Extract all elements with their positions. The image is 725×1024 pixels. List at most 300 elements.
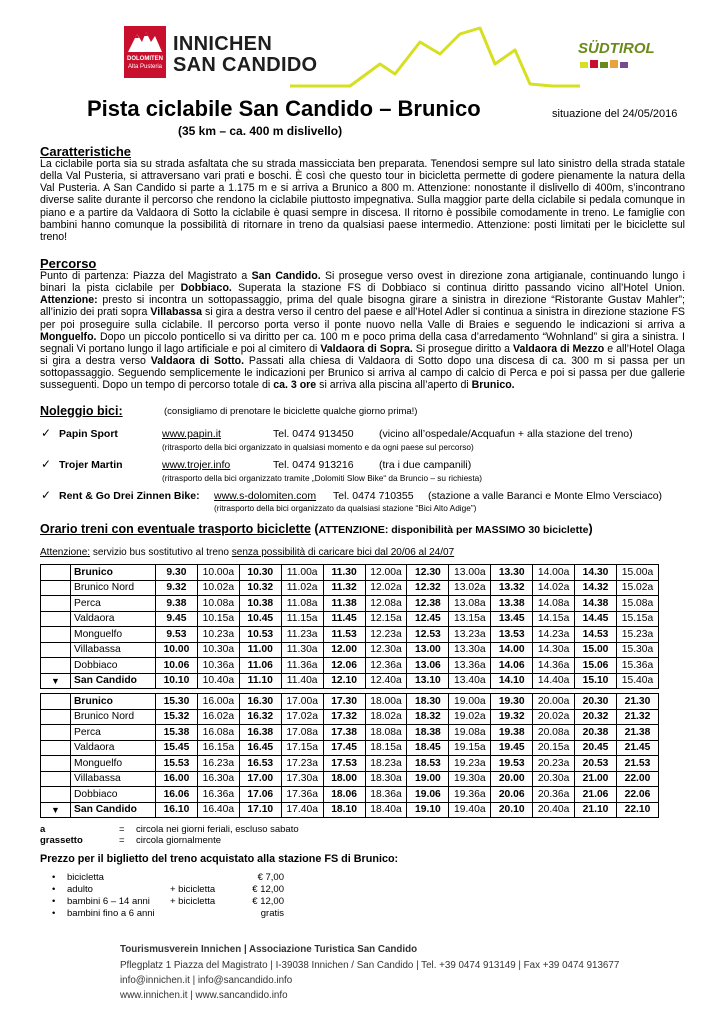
departure-time: 16.36a: [197, 787, 239, 803]
departure-time: 19.02a: [449, 709, 491, 725]
price-value: € 7,00: [257, 872, 284, 883]
departure-time: 16.38: [239, 725, 281, 741]
timetable-row: [41, 740, 659, 756]
departure-time: 20.00a: [533, 694, 575, 710]
departure-time: 20.53: [575, 756, 617, 772]
timetable-row: [41, 658, 659, 674]
departure-time: 13.15a: [449, 611, 491, 627]
document-title: Pista ciclabile San Candido – Brunico: [87, 96, 481, 121]
departure-time: 11.53: [323, 627, 365, 643]
departure-time: 16.40a: [197, 802, 239, 818]
departure-time: 19.36a: [449, 787, 491, 803]
station-name: Villabassa: [71, 642, 156, 658]
departure-time: 21.06: [575, 787, 617, 803]
departure-time: 17.30a: [281, 771, 323, 787]
shop-info-papin: (vicino all’ospedale/Acquafun + alla stazione del treno): [379, 428, 633, 440]
checkmark-icon: ✓: [41, 426, 52, 440]
departure-time: 18.23a: [365, 756, 407, 772]
departure-time: 20.06: [491, 787, 533, 803]
departure-time: 20.02a: [533, 709, 575, 725]
departure-time: 16.53: [239, 756, 281, 772]
timetable-row: [41, 673, 659, 689]
departure-time: 21.00: [575, 771, 617, 787]
departure-time: 18.32: [407, 709, 449, 725]
station-name: Brunico Nord: [71, 709, 156, 725]
shop-link-papin[interactable]: www.papin.it: [162, 428, 221, 440]
legend-bold-text: circola giornalmente: [136, 835, 222, 846]
orario-heading: Orario treni con eventuale trasporto biciclette (ATTENZIONE: disponibilità per MASSIMO 30 biciclette): [40, 522, 593, 536]
timetable-row: [41, 642, 659, 658]
departure-time: 12.08a: [365, 596, 407, 612]
departure-time: 22.10: [616, 802, 658, 818]
departure-time: 17.40a: [281, 802, 323, 818]
departure-time: 21.53: [616, 756, 658, 772]
timetable-row: [41, 580, 659, 596]
shop-note-rentgo: (ritrasporto della bici organizzato da qualsiasi stazione “Bici Alto Adige”): [214, 503, 477, 513]
departure-time: 19.40a: [449, 802, 491, 818]
departure-time: 20.36a: [533, 787, 575, 803]
direction-arrow-cell: ▼: [41, 802, 71, 818]
departure-time: 12.23a: [365, 627, 407, 643]
departure-time: 10.23a: [197, 627, 239, 643]
dolomiten-logo: [124, 26, 166, 78]
departure-time: 21.32: [616, 709, 658, 725]
departure-time: 17.32: [323, 709, 365, 725]
departure-time: 14.00a: [533, 565, 575, 581]
departure-time: 10.02a: [197, 580, 239, 596]
price-row: [52, 884, 292, 896]
legend-a-key: a: [40, 824, 46, 835]
departure-time: 18.06: [323, 787, 365, 803]
brand-line2: SAN CANDIDO: [173, 54, 318, 76]
departure-time: 10.53: [239, 627, 281, 643]
departure-time: 13.02a: [449, 580, 491, 596]
footer-org: Tourismusverein Innichen | Associazione Turistica San Candido: [120, 944, 418, 955]
departure-time: 15.06: [575, 658, 617, 674]
timetable-row: [41, 627, 659, 643]
price-row: [52, 896, 292, 908]
direction-arrow-cell: ▼: [41, 673, 71, 689]
departure-time: 14.02a: [533, 580, 575, 596]
station-name: San Candido: [71, 673, 156, 689]
departure-time: 20.15a: [533, 740, 575, 756]
departure-time: 15.00a: [616, 565, 658, 581]
departure-time: 21.38: [616, 725, 658, 741]
departure-time: 14.23a: [533, 627, 575, 643]
departure-time: 11.02a: [281, 580, 323, 596]
departure-time: 14.30: [575, 565, 617, 581]
mountain-logo-icon: [128, 30, 162, 52]
departure-time: 14.00: [491, 642, 533, 658]
departure-time: 20.10: [491, 802, 533, 818]
departure-time: 18.40a: [365, 802, 407, 818]
departure-time: 11.23a: [281, 627, 323, 643]
departure-time: 11.45: [323, 611, 365, 627]
departure-time: 12.53: [407, 627, 449, 643]
mountain-outline-icon: [290, 24, 580, 94]
departure-time: 11.30a: [281, 642, 323, 658]
departure-time: 14.53: [575, 627, 617, 643]
departure-time: 22.06: [616, 787, 658, 803]
departure-time: 19.32: [491, 709, 533, 725]
departure-time: 11.00a: [281, 565, 323, 581]
departure-time: 10.10: [156, 673, 198, 689]
departure-time: 20.32: [575, 709, 617, 725]
departure-time: 21.45: [616, 740, 658, 756]
departure-time: 15.45: [156, 740, 198, 756]
departure-time: 15.00: [575, 642, 617, 658]
price-extra: + bicicletta: [170, 896, 216, 907]
departure-time: 17.30: [323, 694, 365, 710]
departure-time: 13.23a: [449, 627, 491, 643]
timetable-row: [41, 771, 659, 787]
direction-arrow-cell: [41, 565, 71, 581]
timetable-row: [41, 694, 659, 710]
departure-time: 13.32: [491, 580, 533, 596]
timetable-morning: [40, 564, 659, 689]
station-name: Dobbiaco: [71, 658, 156, 674]
departure-time: 18.30: [407, 694, 449, 710]
price-value: gratis: [260, 908, 284, 919]
departure-time: 14.06: [491, 658, 533, 674]
direction-arrow-cell: [41, 642, 71, 658]
departure-time: 19.23a: [449, 756, 491, 772]
bullet-icon: •: [52, 884, 56, 895]
departure-time: 18.53: [407, 756, 449, 772]
departure-time: 19.38: [491, 725, 533, 741]
price-label: bicicletta: [67, 872, 104, 883]
departure-time: 19.30a: [449, 771, 491, 787]
departure-time: 17.08a: [281, 725, 323, 741]
direction-arrow-cell: [41, 787, 71, 803]
departure-time: 18.02a: [365, 709, 407, 725]
price-label: bambini 6 – 14 anni: [67, 896, 150, 907]
document-subtitle: (35 km – ca. 400 m dislivello): [178, 124, 343, 138]
departure-time: 14.40a: [533, 673, 575, 689]
direction-arrow-cell: [41, 580, 71, 596]
departure-time: 17.06: [239, 787, 281, 803]
departure-time: 10.00: [156, 642, 198, 658]
suedtirol-colors-icon: [580, 60, 634, 70]
departure-time: 21.10: [575, 802, 617, 818]
departure-time: 12.15a: [365, 611, 407, 627]
departure-time: 16.08a: [197, 725, 239, 741]
station-name: Brunico: [71, 565, 156, 581]
shop-link-rentgo[interactable]: www.s-dolomiten.com: [214, 490, 317, 502]
departure-time: 10.32: [239, 580, 281, 596]
departure-time: 15.32: [156, 709, 198, 725]
shop-name-trojer: Trojer Martin: [59, 459, 123, 471]
departure-time: 20.08a: [533, 725, 575, 741]
departure-time: 10.08a: [197, 596, 239, 612]
departure-time: 16.30a: [197, 771, 239, 787]
departure-time: 16.45: [239, 740, 281, 756]
timetable-row: [41, 802, 659, 818]
departure-time: 11.30: [323, 565, 365, 581]
brand-line1: INNICHEN: [173, 33, 273, 55]
station-name: Brunico Nord: [71, 580, 156, 596]
departure-time: 14.45: [575, 611, 617, 627]
footer-email[interactable]: info@innichen.it | info@sancandido.info: [120, 975, 293, 986]
prezzi-heading: Prezzo per il biglietto del treno acquistato alla stazione FS di Brunico:: [40, 853, 399, 865]
departure-time: 16.00: [156, 771, 198, 787]
departure-time: 11.36a: [281, 658, 323, 674]
departure-time: 14.36a: [533, 658, 575, 674]
departure-time: 20.45: [575, 740, 617, 756]
timetable-row: [41, 756, 659, 772]
departure-time: 19.15a: [449, 740, 491, 756]
shop-tel-rentgo: Tel. 0474 710355: [333, 490, 414, 502]
timetable-afternoon: [40, 693, 659, 818]
departure-time: 11.08a: [281, 596, 323, 612]
departure-time: 13.08a: [449, 596, 491, 612]
departure-time: 19.00a: [449, 694, 491, 710]
departure-time: 18.36a: [365, 787, 407, 803]
departure-time: 10.06: [156, 658, 198, 674]
departure-time: 15.10: [575, 673, 617, 689]
departure-time: 10.15a: [197, 611, 239, 627]
departure-time: 17.23a: [281, 756, 323, 772]
departure-time: 21.30: [616, 694, 658, 710]
departure-time: 13.06: [407, 658, 449, 674]
station-name: Monguelfo: [71, 756, 156, 772]
bus-notice: Attenzione: servizio bus sostitutivo al treno senza possibilità di caricare bici dal 20/06 al 24/07: [40, 547, 455, 558]
price-label: adulto: [67, 884, 93, 895]
timetable-row: [41, 596, 659, 612]
shop-name-rentgo: Rent & Go Drei Zinnen Bike:: [59, 490, 200, 502]
departure-time: 12.38: [407, 596, 449, 612]
station-name: Perca: [71, 596, 156, 612]
station-name: Perca: [71, 725, 156, 741]
price-value: € 12,00: [252, 896, 284, 907]
checkmark-icon: ✓: [41, 457, 52, 471]
direction-arrow-cell: [41, 771, 71, 787]
departure-time: 11.40a: [281, 673, 323, 689]
shop-tel-trojer: Tel. 0474 913216: [273, 459, 354, 471]
departure-time: 13.00: [407, 642, 449, 658]
departure-time: 14.38: [575, 596, 617, 612]
shop-name-papin: Papin Sport: [59, 428, 118, 440]
departure-time: 19.00: [407, 771, 449, 787]
departure-time: 17.15a: [281, 740, 323, 756]
departure-time: 12.40a: [365, 673, 407, 689]
direction-arrow-cell: [41, 740, 71, 756]
price-label: bambini fino a 6 anni: [67, 908, 155, 919]
station-name: Dobbiaco: [71, 787, 156, 803]
departure-time: 9.32: [156, 580, 198, 596]
departure-time: 16.30: [239, 694, 281, 710]
departure-time: 10.36a: [197, 658, 239, 674]
departure-time: 18.08a: [365, 725, 407, 741]
departure-time: 19.45: [491, 740, 533, 756]
departure-time: 17.10: [239, 802, 281, 818]
departure-time: 15.38: [156, 725, 198, 741]
departure-time: 17.45: [323, 740, 365, 756]
timetable-row: [41, 709, 659, 725]
departure-time: 18.10: [323, 802, 365, 818]
departure-time: 10.40a: [197, 673, 239, 689]
departure-time: 14.10: [491, 673, 533, 689]
departure-time: 15.02a: [616, 580, 658, 596]
shop-tel-papin: Tel. 0474 913450: [273, 428, 354, 440]
departure-time: 19.08a: [449, 725, 491, 741]
direction-arrow-cell: [41, 658, 71, 674]
direction-arrow-cell: [41, 725, 71, 741]
departure-time: 20.30a: [533, 771, 575, 787]
footer-web[interactable]: www.innichen.it | www.sancandido.info: [120, 990, 288, 1001]
departure-time: 16.10: [156, 802, 198, 818]
station-name: Valdaora: [71, 611, 156, 627]
price-row: [52, 908, 292, 920]
departure-time: 20.38: [575, 725, 617, 741]
station-name: Valdaora: [71, 740, 156, 756]
departure-time: 13.00a: [449, 565, 491, 581]
departure-time: 12.06: [323, 658, 365, 674]
departure-time: 12.32: [407, 580, 449, 596]
departure-time: 13.30: [491, 565, 533, 581]
departure-time: 18.30a: [365, 771, 407, 787]
departure-time: 9.45: [156, 611, 198, 627]
departure-time: 22.00: [616, 771, 658, 787]
footer-address: Pflegplatz 1 Piazza del Magistrato | I-39038 Innichen / San Candido | Tel. +39 0474 913149 | Fax +39 0474 913677: [120, 960, 620, 971]
departure-time: 16.02a: [197, 709, 239, 725]
bullet-icon: •: [52, 896, 56, 907]
departure-time: 20.23a: [533, 756, 575, 772]
departure-time: 20.00: [491, 771, 533, 787]
departure-time: 18.00: [323, 771, 365, 787]
noleggio-heading: Noleggio bici:: [40, 404, 123, 418]
departure-time: 16.06: [156, 787, 198, 803]
checkmark-icon: ✓: [41, 488, 52, 502]
station-name: San Candido: [71, 802, 156, 818]
direction-arrow-cell: [41, 611, 71, 627]
departure-time: 10.30a: [197, 642, 239, 658]
departure-time: 14.08a: [533, 596, 575, 612]
departure-time: 17.53: [323, 756, 365, 772]
departure-time: 10.45: [239, 611, 281, 627]
departure-time: 9.38: [156, 596, 198, 612]
price-row: [52, 872, 292, 884]
suedtirol-logo: SÜDTIROL: [578, 40, 655, 57]
timetable-row: [41, 611, 659, 627]
caratteristiche-heading: Caratteristiche: [40, 144, 132, 159]
departure-time: 13.38: [491, 596, 533, 612]
percorso-text: Punto di partenza: Piazza del Magistrato a San Candido. Si prosegue verso ovest in direzione zona artigianale, continuando lungo i binari la pista ciclabile per Dobbiaco. Superata la stazione FS di Dobbiaco si continua diritto passando vicino all’Hotel Union. Attenzione: presto si incontra un sottopassaggio, prima del quale bisogna girare a sinistra in direzione “Ristorante Gustav Mahler”; all’inizio dei prati sopra Villabassa si gira a destra verso il centro del paese e all’Hotel Adler si continua a sinistra in direzione stazione FS per poi proseguire sulla ciclabile. Il percorso porta verso il ponte nuovo nella Valle di Braies e seguendo le indicazioni si arriva a Monguelfo. Dopo un piccolo ponticello si va diritto per ca. 100 m e poco prima della casa d’arredamento “Wohnland” si gira a sinistra. I segnali Vi portano lungo il lago artificiale e poi al cimitero di Valdaora di Sopra. Si prosegue diritto a Valdaora di Mezzo e all’Hotel Olaga si gira a destra verso Valdaora di Sotto. Passati alla chiesa di Valdaora di Sotto dopo una discesa di ca. 300 m si passa per un sottopassaggio. Seguendo semplicemente le indicazioni per Brunico si arriva al campo di calcio di Perca e poi si passa per due gallerie susseguenti. Dopo un tempo di percorso totale di ca. 3 ore si arriva alla piscina all’aperto di Brunico.: [40, 270, 685, 392]
departure-time: 12.00: [323, 642, 365, 658]
departure-time: 19.53: [491, 756, 533, 772]
departure-time: 12.10: [323, 673, 365, 689]
departure-time: 12.00a: [365, 565, 407, 581]
departure-time: 12.30a: [365, 642, 407, 658]
bullet-icon: •: [52, 872, 56, 883]
departure-time: 13.36a: [449, 658, 491, 674]
departure-time: 15.15a: [616, 611, 658, 627]
legend-bold-eq: =: [119, 835, 125, 846]
direction-arrow-cell: [41, 756, 71, 772]
departure-time: 17.00a: [281, 694, 323, 710]
departure-time: 15.30a: [616, 642, 658, 658]
legend-bold-key: grassetto: [40, 835, 83, 846]
direction-arrow-cell: [41, 694, 71, 710]
document-date: situazione del 24/05/2016: [552, 108, 678, 120]
departure-time: 13.40a: [449, 673, 491, 689]
departure-time: 10.38: [239, 596, 281, 612]
departure-time: 15.53: [156, 756, 198, 772]
direction-arrow-cell: [41, 627, 71, 643]
departure-time: 11.38: [323, 596, 365, 612]
shop-info-trojer: (tra i due campanili): [379, 459, 472, 471]
departure-time: 19.10: [407, 802, 449, 818]
station-name: Villabassa: [71, 771, 156, 787]
departure-time: 11.00: [239, 642, 281, 658]
departure-time: 15.30: [156, 694, 198, 710]
timetable-row: [41, 725, 659, 741]
departure-time: 16.00a: [197, 694, 239, 710]
departure-time: 9.30: [156, 565, 198, 581]
departure-time: 9.53: [156, 627, 198, 643]
departure-time: 10.30: [239, 565, 281, 581]
legend-a-text: circola nei giorni feriali, escluso sabato: [136, 824, 299, 835]
departure-time: 18.45: [407, 740, 449, 756]
departure-time: 17.38: [323, 725, 365, 741]
price-value: € 12,00: [252, 884, 284, 895]
legend-a-eq: =: [119, 824, 125, 835]
departure-time: 13.30a: [449, 642, 491, 658]
shop-link-trojer[interactable]: www.trojer.info: [162, 459, 231, 471]
departure-time: 12.30: [407, 565, 449, 581]
departure-time: 15.40a: [616, 673, 658, 689]
departure-time: 15.36a: [616, 658, 658, 674]
departure-time: 16.23a: [197, 756, 239, 772]
percorso-heading: Percorso: [40, 256, 97, 271]
departure-time: 12.02a: [365, 580, 407, 596]
departure-time: 18.38: [407, 725, 449, 741]
departure-time: 18.00a: [365, 694, 407, 710]
departure-time: 14.15a: [533, 611, 575, 627]
departure-time: 16.15a: [197, 740, 239, 756]
departure-time: 17.36a: [281, 787, 323, 803]
departure-time: 11.10: [239, 673, 281, 689]
logo-line2: Alta Pusteria: [127, 64, 163, 70]
departure-time: 11.15a: [281, 611, 323, 627]
departure-time: 15.08a: [616, 596, 658, 612]
departure-time: 13.45: [491, 611, 533, 627]
bullet-icon: •: [52, 908, 56, 919]
direction-arrow-cell: [41, 709, 71, 725]
shop-note-trojer: (ritrasporto della bici organizzato tramite „Dolomiti Slow Bike“ da Bruncio – su richiesta): [162, 473, 483, 483]
departure-time: 19.30: [491, 694, 533, 710]
departure-time: 12.45: [407, 611, 449, 627]
departure-time: 11.32: [323, 580, 365, 596]
departure-time: 15.23a: [616, 627, 658, 643]
caratteristiche-text: La ciclabile porta sia su strada asfaltata che su strada massicciata ben preparata. Tenendosi sempre sul lato sinistro della strada statale della Val Pusteria, si attraversano vari prati e boschi. È così che questo tour in bicicletta permette di godere pienamente la natura della Val Pusteria. A San Candido si parte a 1.175 m e si arriva a Brunico a 800 m. Attenzione: nonostante il dislivello di 400m, s’incontrano diverse salite durante il percorso che rendono la ciclabile piuttosto impegnativa. Sulla maggior parte della ciclabile si pedala comunque in piano e a partire da Valdaora di Sotto la ciclabile è quasi sempre in discesa. Il ritorno è possibile comodamente in treno. Le famiglie con bambini hanno comunque la possibilità di ritornare in treno da qualsiasi paese intermedio. Attenzione: posti limitati per le biciclette sul treno!: [40, 158, 685, 243]
departure-time: 17.00: [239, 771, 281, 787]
timetable-row: [41, 787, 659, 803]
station-name: Brunico: [71, 694, 156, 710]
departure-time: 14.30a: [533, 642, 575, 658]
departure-time: 13.53: [491, 627, 533, 643]
departure-time: 16.32: [239, 709, 281, 725]
direction-arrow-cell: [41, 596, 71, 612]
departure-time: 11.06: [239, 658, 281, 674]
departure-time: 20.30: [575, 694, 617, 710]
noleggio-note: (consigliamo di prenotare le biciclette qualche giorno prima!): [164, 406, 418, 417]
departure-time: 13.10: [407, 673, 449, 689]
departure-time: 17.02a: [281, 709, 323, 725]
departure-time: 20.40a: [533, 802, 575, 818]
departure-time: 12.36a: [365, 658, 407, 674]
station-name: Monguelfo: [71, 627, 156, 643]
